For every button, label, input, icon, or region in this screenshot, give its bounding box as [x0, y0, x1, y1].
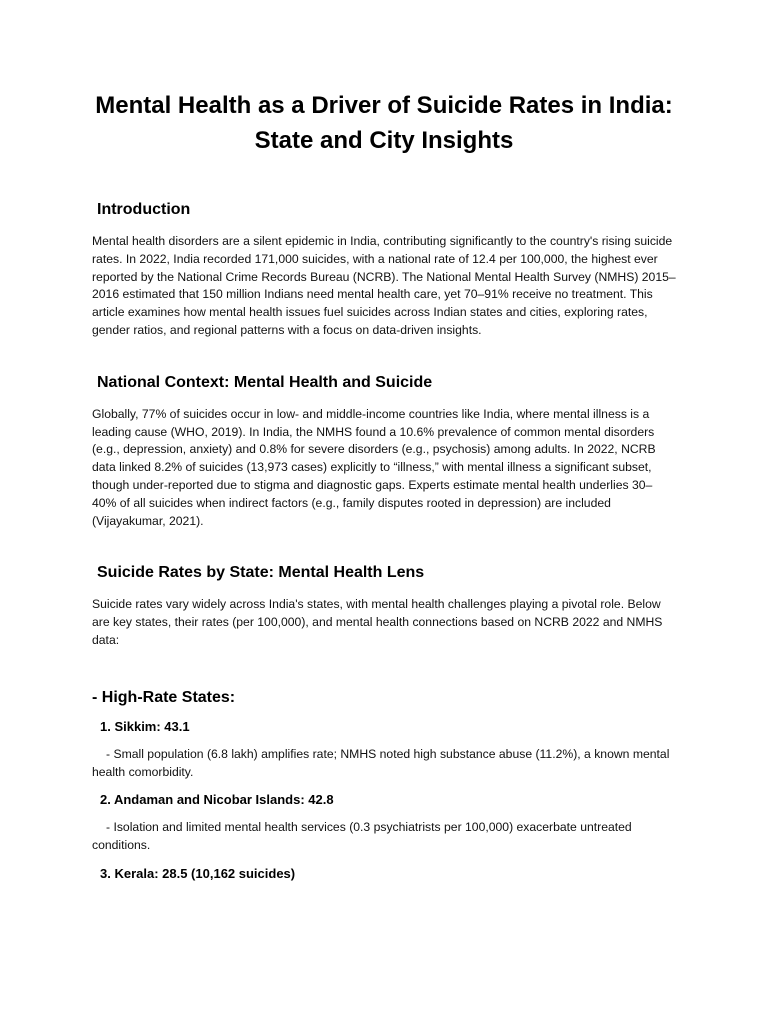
state-note-andaman-nicobar: - Isolation and limited mental health services (0.3 psychiatrists per 100,000) exacerbate untreated conditions. — [92, 820, 632, 853]
state-rates-heading: Suicide Rates by State: Mental Health Lens — [97, 564, 425, 582]
state-item-andaman-nicobar: 2. Andaman and Nicobar Islands: 42.8 — [100, 792, 334, 808]
introduction-paragraph: Mental health disorders are a silent epidemic in India, contributing significantly to the country's rising suicide rates. In 2022, India recorded 171,000 suicides, with a national rate of 12.4 per 100,000, the highest ever reported by the National Crime Records Bureau (NCRB). The National Mental Health Survey (NMHS) 2015–2016 estimated that 150 million Indians need mental health care, yet 70–91% receive no treatment. This article examines how mental health issues fuel suicides across Indian states and cities, exploring rates, gender ratios, and regional patterns with a focus on data-driven insights. — [92, 234, 676, 337]
state-item-sikkim: 1. Sikkim: 43.1 — [100, 718, 190, 734]
state-note-sikkim: - Small population (6.8 lakh) amplifies rate; NMHS noted high substance abuse (11.2%), a known mental health comorbidity. — [92, 746, 670, 779]
high-rate-states-heading: - High-Rate States: — [92, 688, 236, 706]
introduction-heading: Introduction — [97, 201, 191, 218]
state-rates-paragraph: Suicide rates vary widely across India's states, with mental health challenges playing a pivotal role. Below are key states, their rates (per 100,000), and mental health connections based on NCRB 2022 and NMHS data: — [92, 597, 663, 647]
state-item-kerala: 3. Kerala: 28.5 (10,162 suicides) — [100, 865, 296, 881]
national-context-paragraph: Globally, 77% of suicides occur in low- and middle-income countries like India, where mental illness is a leading cause (WHO, 2019). In India, the NMHS found a 10.6% prevalence of common mental disorders (e.g., depression, anxiety) and 0.8% for severe disorders (e.g., psychosis) among adults. In 2022, NCRB data linked 8.2% of suicides (13,973 cases) explicitly to “illness,” with mental illness a significant subset, though under-reported due to stigma and diagnostic gaps. Experts estimate mental health underlies 30–40% of all suicides when indirect factors (e.g., family disputes rooted in depression) are included (Vijayakumar, 2021). — [92, 406, 656, 528]
national-context-heading: National Context: Mental Health and Suicide — [97, 373, 433, 391]
document-title: Mental Health as a Driver of Suicide Rates in India: State and City Insights — [95, 92, 673, 154]
